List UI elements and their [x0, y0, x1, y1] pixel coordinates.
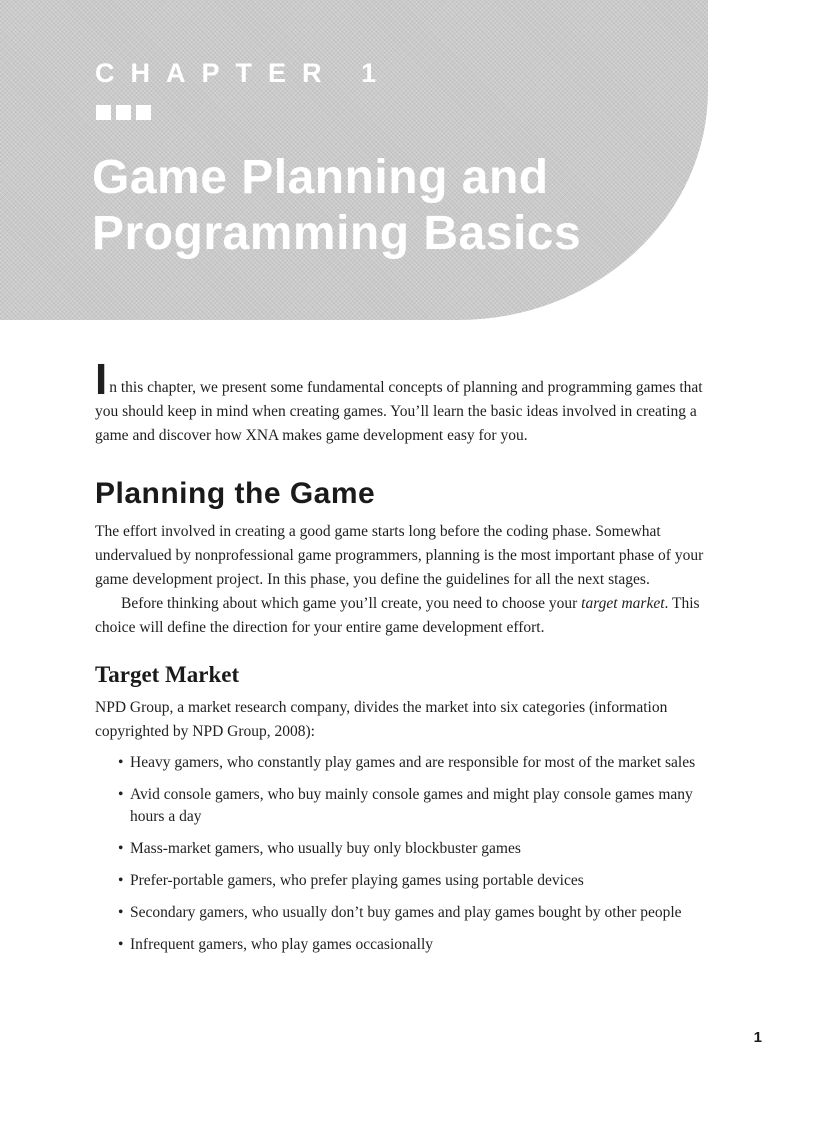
- section-paragraph-2: [95, 592, 720, 640]
- ornament-square: [136, 105, 151, 120]
- page-body: [95, 355, 720, 966]
- paragraph-text: . This choice will define the direction for your entire game development effort.: [95, 595, 700, 636]
- list-item: • Prefer-portable gamers, who prefer playing games using portable devices: [95, 870, 720, 892]
- ornament-square: [116, 105, 131, 120]
- intro-paragraph: [95, 355, 720, 448]
- section-heading: Planning the Game: [95, 477, 376, 510]
- list-item: • Secondary gamers, who usually don’t buy games and play games bought by other people: [95, 902, 720, 924]
- list-item: • Heavy gamers, who constantly play games and are responsible for most of the market sales: [95, 752, 720, 774]
- list-item: • Avid console gamers, who buy mainly console games and might play console games many hours a day: [95, 784, 720, 828]
- chapter-title-line-2: Programming Basics: [92, 207, 582, 260]
- emphasized-term: target market: [581, 595, 665, 612]
- chapter-title-line-1: Game Planning and: [92, 151, 549, 204]
- chapter-ornament: [96, 105, 151, 120]
- market-category-list: [95, 752, 720, 956]
- chapter-label: CHAPTER 1: [95, 58, 393, 88]
- chapter-title: [92, 150, 581, 262]
- subsection-paragraph: NPD Group, a market research company, divides the market into six categories (information copyrighted by NPD Group, 2008):: [95, 699, 668, 740]
- page-number: 1: [753, 1029, 762, 1046]
- intro-text: n this chapter, we present some fundamental concepts of planning and programming games that you should keep in mind when creating games. You’ll learn the basic ideas involved in creating a game and discover how XNA makes game development easy for you.: [95, 379, 703, 444]
- subsection-heading: Target Market: [95, 662, 240, 687]
- section-paragraph-1: The effort involved in creating a good game starts long before the coding phase. Somewhat undervalued by nonprofessional game programmers, planning is the most important phase of your game development project. In this phase, you define the guidelines for all the next stages.: [95, 523, 704, 588]
- ornament-square: [96, 105, 111, 120]
- paragraph-text: Before thinking about which game you’ll create, you need to choose your: [121, 595, 582, 612]
- list-item: • Mass-market gamers, who usually buy only blockbuster games: [95, 838, 720, 860]
- list-item: • Infrequent gamers, who play games occasionally: [95, 934, 720, 956]
- drop-cap: I: [95, 355, 108, 404]
